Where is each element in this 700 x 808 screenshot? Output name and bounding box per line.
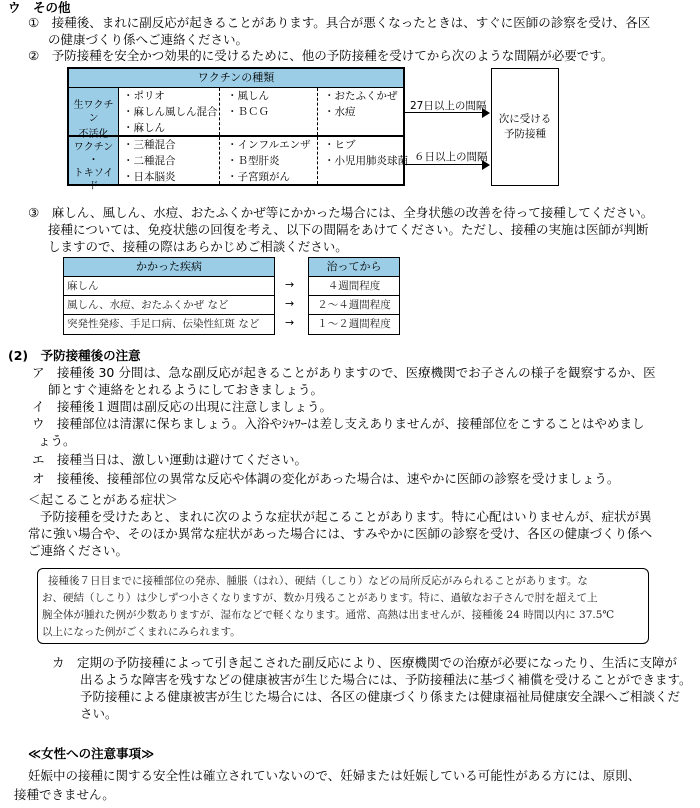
note-e: エ 接種当日は、激しい運動は避けてください。 [32, 452, 308, 467]
interval-inactive-label: ６日以上の間隔 [414, 151, 488, 163]
section-2-heading: (2) 予防接種後の注意 [8, 348, 141, 363]
vaccine-item: ・水痘 [324, 106, 356, 118]
vaccine-item: ・麻しん [123, 122, 165, 134]
note-ka-line-4: さい。 [80, 706, 118, 721]
note-o: オ 接種後、接種部位の異常な反応や体調の変化があった場合は、速やかに医師の診察を受けましょう。 [32, 471, 620, 486]
next-vaccination-box: 次に受ける 予防接種 [491, 68, 559, 186]
vaccine-item: ・おたふくかぜ [324, 90, 398, 102]
period-row: ４週間程度 [309, 277, 399, 296]
vaccine-table-header: ワクチンの種類 [69, 69, 403, 88]
vaccine-item: ・風しん [227, 90, 269, 102]
vaccine-item: ・二種混合 [123, 155, 176, 167]
disease-row: 麻しん [64, 277, 274, 296]
arrow-glyph: → [285, 278, 295, 291]
women-line-2: 接種できません。 [14, 787, 115, 802]
note-ka-line-1: カ 定期の予防接種によって引き起こされた副反応により、医療機関での治療が必要になったり、生活に支障が [52, 655, 678, 670]
note-u-line-2: ょう。 [38, 433, 76, 448]
period-row: ２～４週間程度 [309, 296, 399, 315]
vaccine-item: ・ＢＣＧ [227, 106, 269, 118]
symptoms-line-1: 予防接種を受けたあと、まれに次のような症状が起こることがあります。特に心配はいりませんが、症状が異 [40, 509, 652, 524]
note-u-line-1: ウ 接種部位は清潔に保ちましょう。入浴やｼｬﾜｰは差し支えありませんが、接種部位をこすることはやめまし [32, 416, 645, 431]
vaccine-item: ・三種混合 [123, 139, 176, 151]
vaccine-item: ・ヒブ [324, 139, 356, 151]
note-line: 以上になった例がごくまれにみられます。 [42, 626, 241, 638]
period-table-header: 治ってから [309, 258, 399, 277]
arrow-line [405, 112, 483, 113]
symptoms-line-3: ご連絡ください。 [28, 543, 129, 558]
note-a-line-2: 師とすぐ連絡をとれるようにしておきましょう。 [48, 382, 324, 397]
symptoms-line-2: 常に強い場合や、そのほか異常な症状があった場合には、すみやかに医師の診察を受け、各区の健康づくり係へ [28, 526, 653, 541]
disease-row: 風しん、水痘、おたふくかぜ など [64, 296, 274, 315]
item-1-line-1: ① 接種後、まれに副反応が起きることがあります。具合が悪くなったときは、すぐに医師の診察を受け、各区 [28, 15, 651, 30]
side-effect-note-box [37, 568, 649, 644]
note-ka-line-2: 出るような障害を残すなどの健康被害が生じた場合には、予防接種法に基づく補償を受けることができます。 [80, 672, 692, 687]
item-3-line-2: 接種については、免疫状態の回復を考え、以下の間隔をあけてください。ただし、接種の実施は医師が判断 [48, 222, 649, 237]
item-3-line-1: ③ 麻しん、風しん、水痘、おたふくかぜ等にかかった場合には、全身状態の改善を待って接種してください。 [28, 205, 654, 220]
vaccine-item: ・子宮頸がん [227, 171, 290, 183]
symptoms-heading: ＜起こることがある症状＞ [28, 492, 179, 507]
interval-live-label: 27日以上の間隔 [410, 100, 487, 112]
vaccine-item: ・日本脳炎 [123, 171, 176, 183]
note-ka-line-3: 予防接種による健康被害が生じた場合には、各区の健康づくり係または健康福祉局健康安全課へご相談くだ [80, 689, 681, 704]
item-3-line-3: しますので、接種の際はあらかじめご相談ください。 [48, 239, 348, 254]
disease-table-header: かかった疾病 [64, 258, 274, 277]
item-2: ② 予防接種を安全かつ効果的に受けるために、他の予防接種を受けてから次のような間隔が必要です。 [28, 48, 614, 63]
vaccine-item: ・Ｂ型肝炎 [227, 155, 280, 167]
arrow-glyph: → [285, 316, 295, 329]
inactive-vaccine-label: 不活化 ワクチン ・ トキソイド [69, 137, 119, 184]
vaccine-item: ・小児用肺炎球菌 [324, 155, 408, 167]
arrow-line [405, 164, 483, 165]
live-vaccine-label: 生ワクチン [69, 88, 119, 136]
disease-row: 突発性発疹、手足口病、伝染性紅斑 など [67, 318, 260, 330]
note-line: 接種後７日目までに接種部位の発赤、腫脹（はれ）、硬結（しこり）などの局所反応がみられることがあります。な [48, 575, 588, 587]
arrow-head [482, 160, 490, 170]
note-i: イ 接種後１週間は副反応の出現に注意しましょう。 [32, 399, 333, 414]
vaccine-item: ・ポリオ [123, 90, 165, 102]
note-line: 腕全体が腫れた例が少数ありますが、湿布などで軽くなります。通常、高熱は出ませんが、接種後 24 時間以内に 37.5℃ [42, 609, 615, 621]
vaccine-table [67, 67, 408, 192]
vaccine-item: ・麻しん風しん混合 [123, 106, 218, 118]
note-line: お、硬結（しこり）は少しずつ小さくなりますが、数か月残ることがあります。特に、過敏なお子さんで肘を超えて上 [42, 592, 598, 604]
disease-table [63, 257, 275, 335]
arrow-head [482, 108, 490, 118]
note-a-line-1: ア 接種後 30 分間は、急な副反応が起きることがありますので、医療機関でお子さんの様子を観察するか、医 [32, 365, 656, 380]
women-heading: ≪女性への注意事項≫ [28, 746, 155, 761]
item-1-line-2: の健康づくり係へご連絡ください。 [48, 32, 249, 47]
period-table [308, 257, 400, 335]
section-heading: ウ その他 [8, 0, 71, 15]
vaccine-item: ・インフルエンザ [227, 139, 311, 151]
period-row: １～２週間程度 [317, 318, 391, 330]
women-line-1: 妊娠中の接種に関する安全性は確立されていないので、妊婦または妊娠している可能性がある方には、原則、 [28, 768, 641, 783]
arrow-glyph: → [285, 297, 295, 310]
